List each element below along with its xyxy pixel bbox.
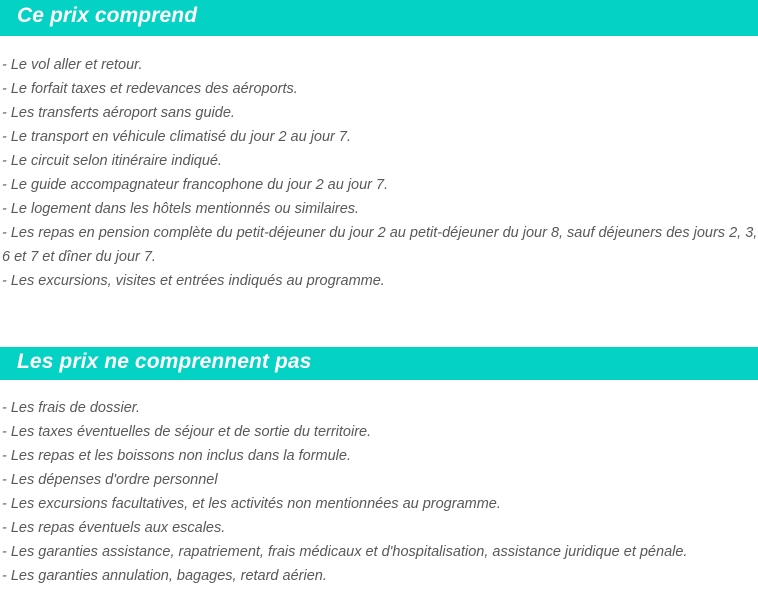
list-item: - Les dépenses d'ordre personnel bbox=[2, 472, 218, 488]
section-excludes-title: Les prix ne comprennent pas bbox=[17, 350, 312, 373]
list-item: - Les garanties annulation, bagages, retard aérien. bbox=[2, 568, 327, 584]
list-item: - Les garanties assistance, rapatriement, frais médicaux et d'hospitalisation, assistance juridique et pénale. bbox=[2, 544, 688, 560]
section-excludes-list bbox=[0, 380, 758, 588]
section-includes-list bbox=[0, 36, 758, 293]
list-item: - Le logement dans les hôtels mentionnés ou similaires. bbox=[2, 201, 360, 217]
list-item: - Le transport en véhicule climatisé du jour 2 au jour 7. bbox=[2, 129, 351, 145]
section-excludes-header-band bbox=[0, 347, 758, 380]
list-item: - Les frais de dossier. bbox=[2, 400, 141, 416]
section-price-includes bbox=[0, 0, 758, 293]
list-item: - Le circuit selon itinéraire indiqué. bbox=[2, 153, 223, 169]
list-item: - Les taxes éventuelles de séjour et de sortie du territoire. bbox=[2, 424, 372, 440]
section-includes-header-band bbox=[0, 0, 758, 36]
list-item: - Le vol aller et retour. bbox=[2, 57, 143, 73]
list-item: - Les repas éventuels aux escales. bbox=[2, 520, 226, 536]
list-item: - Le forfait taxes et redevances des aéroports. bbox=[2, 81, 298, 97]
section-divider-spacer bbox=[0, 293, 758, 347]
list-item: - Les transferts aéroport sans guide. bbox=[2, 105, 235, 121]
list-item: - Les repas en pension complète du petit-déjeuner du jour 2 au petit-déjeuner du jour 8, sauf déjeuners des jours 2, 3, 6 et 7 et dîner du jour 7. bbox=[2, 225, 758, 265]
list-item: - Les excursions facultatives, et les activités non mentionnées au programme. bbox=[2, 496, 501, 512]
section-price-excludes bbox=[0, 347, 758, 588]
list-item: - Le guide accompagnateur francophone du jour 2 au jour 7. bbox=[2, 177, 389, 193]
list-item: - Les repas et les boissons non inclus dans la formule. bbox=[2, 448, 351, 464]
list-item: - Les excursions, visites et entrées indiqués au programme. bbox=[2, 273, 385, 289]
section-includes-title: Ce prix comprend bbox=[17, 4, 198, 27]
